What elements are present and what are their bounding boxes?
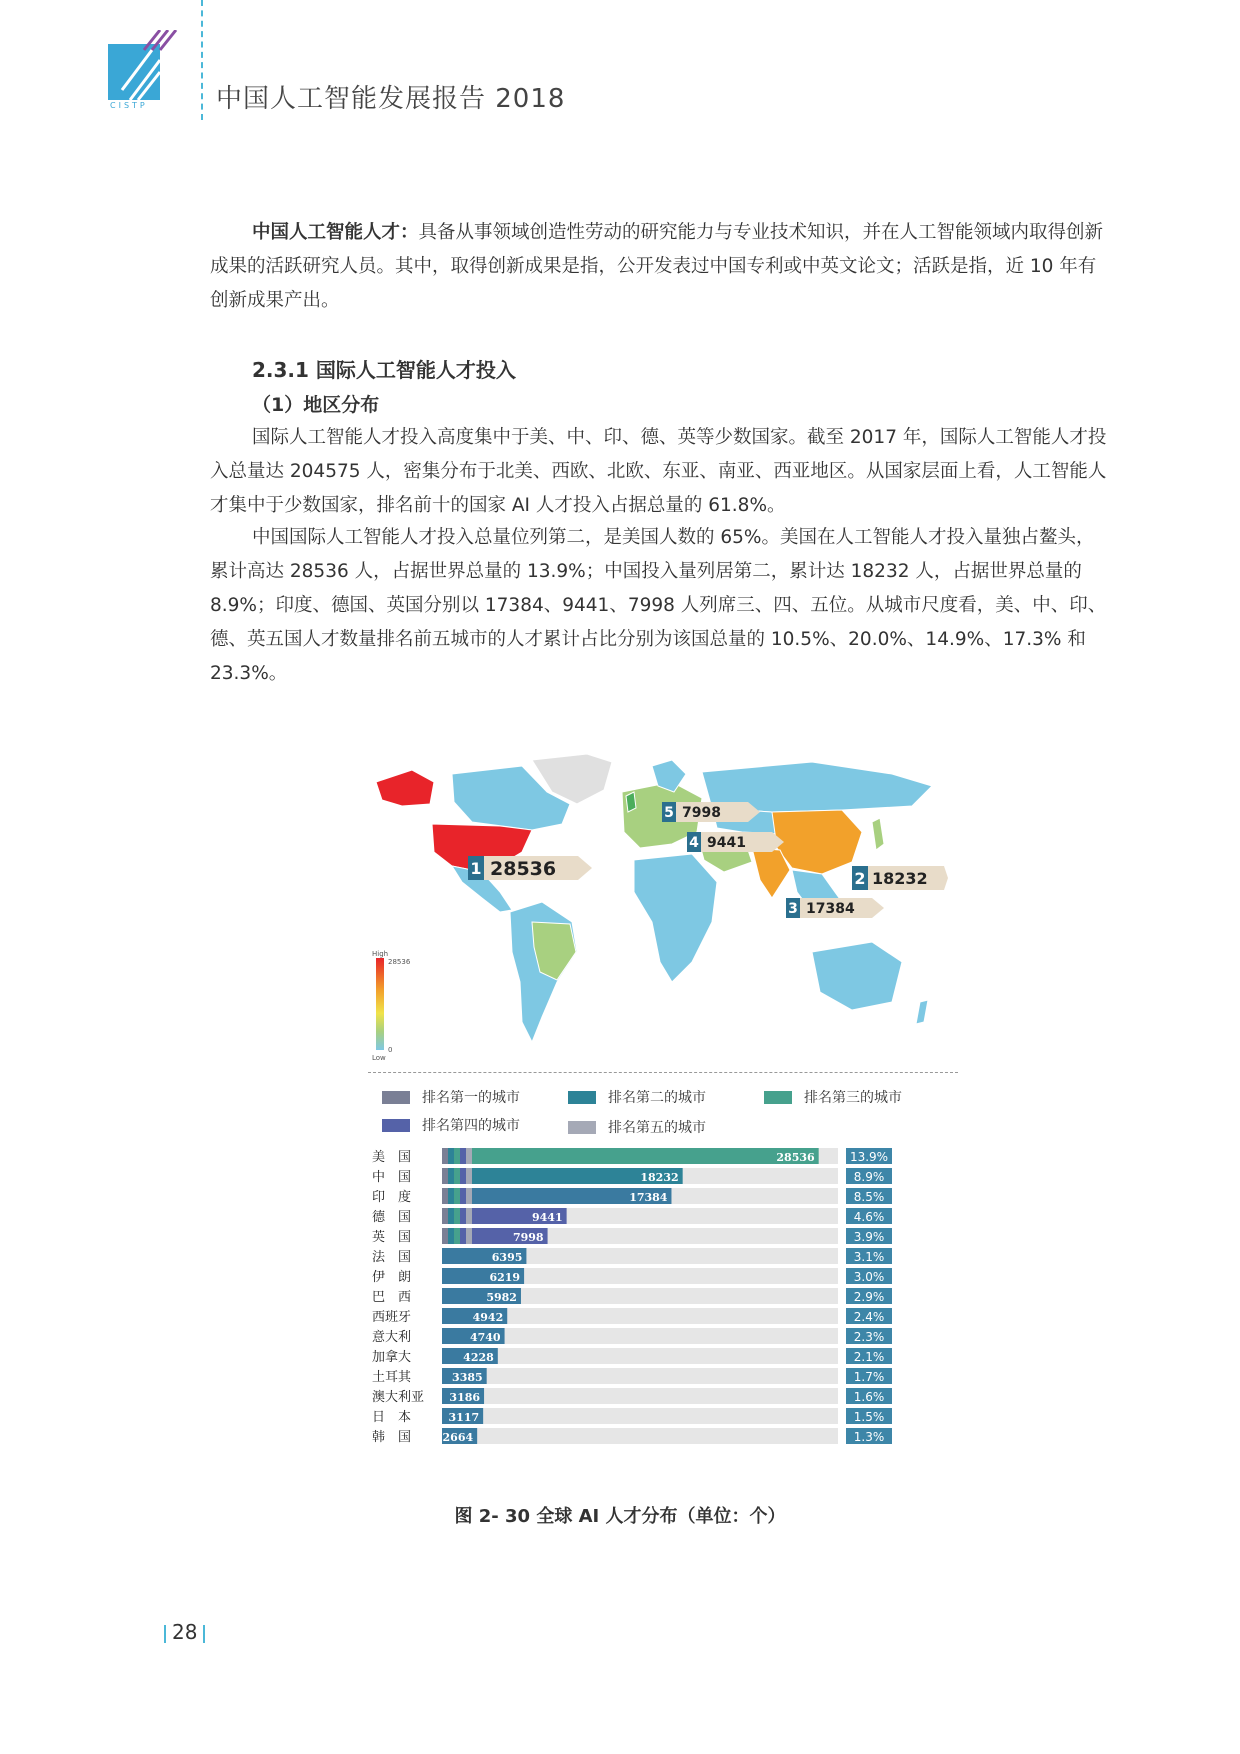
- logo-text: CISTP: [110, 101, 148, 110]
- legend-swatch: [764, 1091, 792, 1104]
- callout-value: 28536: [490, 858, 557, 880]
- bar: [472, 1148, 819, 1164]
- callout-value: 9441: [707, 835, 746, 851]
- bar-value-label: 4228: [463, 1351, 494, 1364]
- bar-value-label: 6395: [491, 1251, 523, 1264]
- map-africa: [634, 854, 717, 982]
- document-title: 中国人工智能发展报告 2018: [216, 84, 566, 114]
- map-australia: [812, 942, 902, 1010]
- bar-category-label: 英 国: [372, 1230, 412, 1245]
- share-label: 8.9%: [853, 1170, 885, 1184]
- figure-caption: 图 2- 30 全球 AI 人才分布（单位：个）: [454, 1506, 786, 1527]
- callout-rank-1: [468, 856, 592, 880]
- bar-city-segment: [454, 1208, 460, 1224]
- bar-city-segment: [448, 1208, 454, 1224]
- world-talent-map: [372, 752, 948, 1062]
- callout-rank: 5: [664, 805, 674, 821]
- legend-label: 排名第一的城市: [422, 1090, 520, 1106]
- bar-city-segment: [454, 1148, 460, 1164]
- callout-value: 17384: [806, 901, 855, 917]
- scale-high-label: High: [372, 950, 389, 958]
- header-divider: [201, 0, 203, 120]
- bar-track: [442, 1408, 838, 1424]
- bar-track: [442, 1368, 838, 1384]
- bar-value-label: 6219: [489, 1271, 521, 1284]
- callout-rank-3: [786, 898, 884, 918]
- callout-rank: 1: [470, 859, 482, 878]
- share-label: 2.4%: [853, 1310, 885, 1324]
- bar-city-segment: [460, 1168, 466, 1184]
- callout-rank: 4: [689, 835, 699, 851]
- share-label: 3.0%: [853, 1270, 885, 1284]
- bar-city-segment: [448, 1228, 454, 1244]
- bar-city-segment: [448, 1148, 454, 1164]
- legend-item-city-1: [382, 1087, 520, 1107]
- bar-value-label: 3385: [452, 1371, 483, 1384]
- page-number-right-bar: [203, 1625, 205, 1643]
- bar-value-label: 2664: [442, 1431, 474, 1444]
- bar-category-label: 韩 国: [372, 1430, 412, 1445]
- share-label: 2.3%: [853, 1330, 885, 1344]
- bar-category-label: 加拿大: [372, 1350, 412, 1365]
- map-uk: [626, 792, 636, 812]
- bar-city-segment: [460, 1188, 466, 1204]
- page-number: [158, 1620, 211, 1644]
- bar-city-segment: [448, 1188, 454, 1204]
- legend-label: 排名第三的城市: [804, 1090, 902, 1106]
- bar-value-label: 5982: [486, 1291, 517, 1304]
- share-label: 2.9%: [853, 1290, 885, 1304]
- share-label: 1.6%: [853, 1390, 885, 1404]
- body-paragraph-1: 国际人工智能人才投入高度集中于美、中、印、德、英等少数国家。截至 2017 年，国际人工智能人才投入总量达 204575 人，密集分布于北美、西欧、北欧、东亚、南亚、西亚地区。从国家层面上看，人工智能人才集中于少数国家，排名前十的国家 AI 人才投入占据总量的 61.8%。: [210, 427, 1107, 516]
- bar-value-label: 4942: [472, 1311, 504, 1324]
- bar-value-label: 3117: [448, 1411, 480, 1424]
- legend-label: 排名第四的城市: [422, 1118, 520, 1134]
- bar-value-label: 4740: [469, 1331, 501, 1344]
- page-number-text: 28: [172, 1620, 198, 1644]
- share-label: 8.5%: [853, 1190, 885, 1204]
- sub-heading: （1）地区分布: [252, 394, 380, 416]
- bar-category-label: 西班牙: [372, 1310, 412, 1325]
- bar-value-label: 3186: [449, 1391, 481, 1404]
- share-label: 13.9%: [849, 1150, 889, 1164]
- bar-city-segment: [448, 1168, 454, 1184]
- bar-city-segment: [454, 1168, 460, 1184]
- map-japan: [872, 818, 884, 850]
- share-label: 2.1%: [853, 1350, 885, 1364]
- bar-value-label: 7998: [512, 1231, 544, 1244]
- bar-track: [442, 1388, 838, 1404]
- callout-rank: 3: [788, 901, 798, 917]
- definition-paragraph: [210, 216, 1110, 318]
- page-number-left-bar: [164, 1625, 166, 1643]
- scale-low-label: Low: [372, 1054, 386, 1062]
- bar-city-segment: [466, 1148, 472, 1164]
- bar-city-segment: [442, 1168, 448, 1184]
- map-alaska: [376, 770, 434, 806]
- bar-category-label: 巴 西: [372, 1290, 412, 1305]
- section-heading: 2.3.1 国际人工智能人才投入: [252, 358, 516, 382]
- share-label: 1.7%: [853, 1370, 885, 1384]
- bar-city-segment: [442, 1208, 448, 1224]
- callout-rank-2: [852, 866, 948, 890]
- callout-rank: 2: [854, 869, 866, 888]
- bar-value-label: 28536: [776, 1151, 815, 1164]
- share-label: 3.9%: [853, 1230, 885, 1244]
- definition-text: 具备从事领域创造性劳动的研究能力与专业技术知识，并在人工智能领域内取得创新成果的活跃研究人员。其中，取得创新成果是指，公开发表过中国专利或中英文论文；活跃是指，近 10 年有创新成果产出。: [210, 222, 1104, 311]
- bar-category-label: 澳大利亚: [372, 1390, 425, 1405]
- share-label: 4.6%: [853, 1210, 885, 1224]
- bar-city-segment: [454, 1188, 460, 1204]
- bar-category-label: 日 本: [372, 1410, 412, 1425]
- bar-city-segment: [442, 1188, 448, 1204]
- legend-swatch: [382, 1091, 410, 1104]
- share-label: 1.3%: [853, 1430, 885, 1444]
- bar-track: [442, 1348, 838, 1364]
- callout-rank-4: [687, 832, 784, 852]
- definition-term: 中国人工智能人才：: [252, 222, 419, 243]
- bar-city-segment: [442, 1148, 448, 1164]
- bar-category-label: 法 国: [372, 1250, 412, 1265]
- bar-category-label: 中 国: [372, 1170, 412, 1185]
- bar-city-segment: [460, 1148, 466, 1164]
- bar-city-segment: [442, 1228, 448, 1244]
- scale-high-value: 28536: [388, 958, 411, 966]
- legend-item-city-5: [568, 1117, 706, 1137]
- color-scale-legend: [372, 950, 411, 1062]
- legend-item-city-2: [568, 1087, 706, 1107]
- bar-track: [442, 1428, 838, 1444]
- bar-chart-legend: [368, 1072, 958, 1139]
- callout-value: 18232: [872, 869, 928, 888]
- cistp-logo: [108, 30, 180, 110]
- bar-value-label: 18232: [640, 1171, 679, 1184]
- legend-label: 排名第二的城市: [608, 1090, 706, 1106]
- bar-value-label: 9441: [531, 1211, 563, 1224]
- legend-swatch: [568, 1091, 596, 1104]
- legend-label: 排名第五的城市: [608, 1120, 706, 1136]
- share-label: 1.5%: [853, 1410, 885, 1424]
- bar-city-segment: [466, 1168, 472, 1184]
- bar-city-segment: [460, 1228, 466, 1244]
- talent-bar-chart: [372, 1140, 956, 1480]
- bar-category-label: 土耳其: [372, 1370, 412, 1385]
- bar-category-label: 德 国: [372, 1210, 412, 1225]
- bar-city-segment: [466, 1208, 472, 1224]
- callout-value: 7998: [682, 805, 721, 821]
- legend-item-city-4: [382, 1115, 520, 1135]
- share-label: 3.1%: [853, 1250, 885, 1264]
- bar-category-label: 美 国: [372, 1150, 412, 1165]
- legend-item-city-3: [764, 1087, 902, 1107]
- bar-city-segment: [460, 1208, 466, 1224]
- bar-category-label: 伊 朗: [372, 1270, 412, 1285]
- legend-swatch: [382, 1119, 410, 1132]
- map-new-zealand: [916, 1000, 928, 1024]
- bar-city-segment: [466, 1188, 472, 1204]
- callout-rank-5: [662, 802, 760, 822]
- body-paragraph-2: 中国国际人工智能人才投入总量位列第二，是美国人数的 65%。美国在人工智能人才投入量独占鳌头，累计高达 28536 人，占据世界总量的 13.9%；中国投入量列居第二，累计达 18232 人，占据世界总量的 8.9%；印度、德国、英国分别以 17384、9441、7998 人列席三、四、五位。从城市尺度看，美、中、印、德、英五国人才数量排名前五城市的人才累计占比分别为该国总量的 10.5%、20.0%、14.9%、17.3% 和 23.3%。: [210, 527, 1107, 684]
- legend-swatch: [568, 1121, 596, 1134]
- bar-city-segment: [454, 1228, 460, 1244]
- bar-value-label: 17384: [629, 1191, 668, 1204]
- scale-low-value: 0: [388, 1046, 393, 1054]
- bar-category-label: 印 度: [372, 1190, 412, 1205]
- bar-city-segment: [466, 1228, 472, 1244]
- bar-category-label: 意大利: [372, 1330, 412, 1345]
